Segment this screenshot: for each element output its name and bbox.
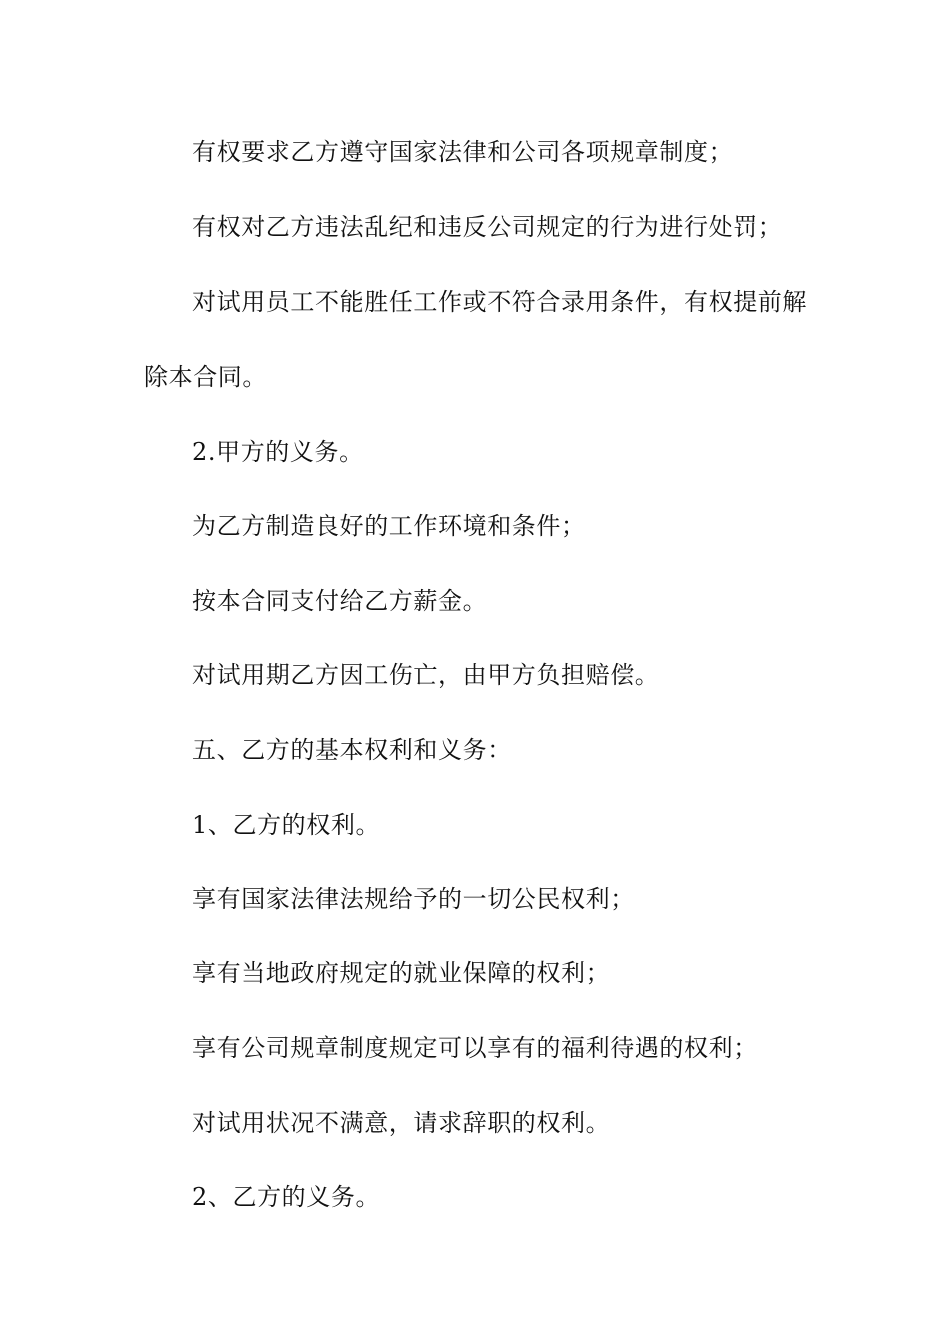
paragraph-line: 为乙方制造良好的工作环境和条件； [192, 512, 586, 540]
section-heading: 五、乙方的基本权利和义务： [192, 736, 512, 764]
subsection-heading: 2、乙方的义务。 [192, 1183, 381, 1211]
subsection-heading: 1、乙方的权利。 [192, 811, 381, 839]
paragraph-line: 享有国家法律法规给予的一切公民权利； [192, 885, 635, 913]
paragraph-line: 对试用期乙方因工伤亡，由甲方负担赔偿。 [192, 661, 660, 689]
paragraph-line: 享有当地政府规定的就业保障的权利； [192, 959, 611, 987]
paragraph-line: 除本合同。 [144, 363, 267, 391]
paragraph-line: 2.甲方的义务。 [192, 438, 364, 466]
paragraph-line: 对试用员工不能胜任工作或不符合录用条件，有权提前解 [192, 288, 807, 316]
paragraph-line: 按本合同支付给乙方薪金。 [192, 587, 488, 615]
paragraph-line: 有权对乙方违法乱纪和违反公司规定的行为进行处罚； [192, 213, 783, 241]
paragraph-line: 对试用状况不满意，请求辞职的权利。 [192, 1109, 611, 1137]
paragraph-line: 有权要求乙方遵守国家法律和公司各项规章制度； [192, 138, 734, 166]
paragraph-line: 享有公司规章制度规定可以享有的福利待遇的权利； [192, 1034, 758, 1062]
